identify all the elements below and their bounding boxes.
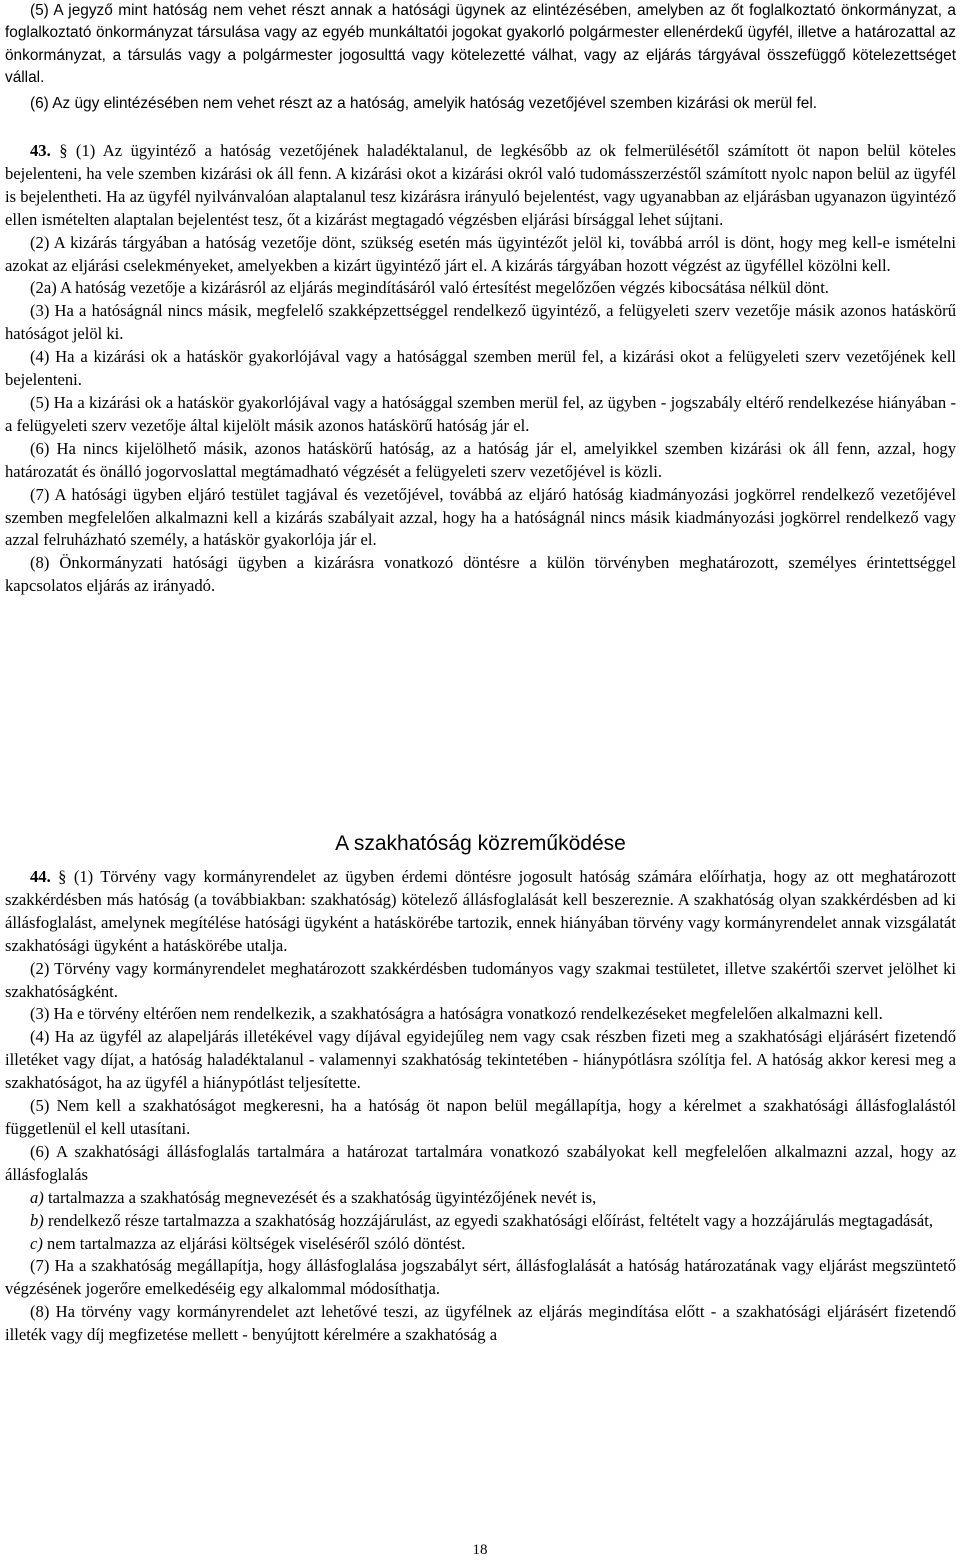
paragraph-43-5: (5) Ha a kizárási ok a hatáskör gyakorlójával vagy a hatósággal szemben merül fel, az ügyben - jogszabály eltérő rendelkezése hiányában - a felügyeleti szerv vezetője által kijelölt másik azonos hatáskörű hatóság jár el. [5, 392, 956, 435]
section-sign: § [58, 867, 67, 886]
paragraph-43-1-text: (1) Az ügyintéző a hatóság vezetőjének haladéktalanul, de legkésőbb az ok felmerülésétől számított öt napon belül köteles bejelenteni, ha vele szemben kizárási ok áll fenn. A kizárási okot a kizárási okról való tudomásszerzéstől számított nyolc napon belül az ügyfél is bejelentheti. Ha az ügyfél nyilvánvalóan alaptalanul tesz kizárásra irányuló bejelentést, vagy ugyanabban az eljárásban ugyanazon ügyintéző ellen ismételten alaptalan bejelentést tesz, őt a kizárást megtagadó végzésben eljárási bírsággal lehet sújtani. [5, 141, 956, 229]
paragraph-43-2a: (2a) A hatóság vezetője a kizárásról az eljárás megindításáról való értesítést megelőzően végzés kibocsátása nélkül dönt. [30, 278, 829, 298]
paragraph-42-5: (5) A jegyző mint hatóság nem vehet részt annak a hatósági ügynek az elintézésében, amelyben az őt foglalkoztató önkormányzat, a foglalkoztató önkormányzat társulása vagy az egyéb munkáltatói jogokat gyakorló polgármester ellenérdekű ügyfél, illetve a határozattal az önkormányzat, a társulás vagy a polgármester jogosulttá vagy kötelezetté válhat, vagy az eljárás tárgyával összefüggő kötelezettséget vállal. [5, 2, 956, 86]
list-item-a [5, 1187, 956, 1210]
list-marker-c: c) [30, 1233, 43, 1253]
section-42-tail [5, 0, 956, 89]
section-44 [5, 866, 956, 1347]
list-item-c [5, 1233, 956, 1256]
page-number: 18 [472, 1542, 488, 1558]
list-item-b [5, 1210, 956, 1233]
list-item-b-text: rendelkező része tartalmazza a szakhatóság hozzájárulást, az egyedi szakhatósági előírást, feltételt vagy a hozzájárulás megtagadását, [43, 1210, 933, 1230]
list-marker-a: a) [30, 1187, 44, 1207]
list-item-a-text: tartalmazza a szakhatóság megnevezését és a szakhatóság ügyintézőjének nevét is, [43, 1187, 597, 1207]
paragraph-44-5: (5) Nem kell a szakhatóságot megkeresni, ha a hatóság öt napon belül megállapítja, hogy a kérelmet a szakhatósági állásfoglalástól függetlenül el kell utasítani. [5, 1096, 956, 1138]
paragraph-44-7: (7) Ha a szakhatóság megállapítja, hogy állásfoglalása jogszabályt sért, állásfoglalását a hatóság határozatának vagy eljárást megszüntető végzésének jogerőre emelkedéséig egy alkalommal módosíthatja. [5, 1256, 956, 1299]
section-sign: § [59, 141, 68, 160]
section-heading: A szakhatóság közreműködése [335, 832, 626, 855]
list-item-c-text: nem tartalmazza az eljárási költségek viseléséről szóló döntést. [42, 1233, 466, 1253]
paragraph-44-4: (4) Ha az ügyfél az alapeljárás illetékével vagy díjával egyidejűleg nem vagy csak részben fizeti meg a szakhatósági eljárásért fizetendő illetéket vagy díjat, a hatóság haladéktalanul - valamennyi szakhatóság tekintetében - hiánypótlásra szólítja fel. A hatóság akkor keresi meg a szakhatóságot, ha az ügyfél a hiánypótlást teljesítette. [5, 1027, 956, 1093]
paragraph-44-6: (6) A szakhatósági állásfoglalás tartalmára a határozat tartalmára vonatkozó szabályokat kell megfelelően alkalmazni azzal, hogy az állásfoglalás [5, 1141, 956, 1184]
section-43 [5, 140, 956, 598]
paragraph-44-1-text: (1) Törvény vagy kormányrendelet az ügyben érdemi döntésre jogosult hatóság számára előírhatja, hogy az ott meghatározott szakkérdésben más hatóság (a továbbiakban: szakhatóság) kötelező állásfoglalását kell beszereznie. A szakhatóság olyan szakkérdésben ad ki állásfoglalást, amelynek megítélése hatósági ügyként a hatáskörébe tartozik, ennek hiányában törvény vagy kormányrendelet annak vizsgálatát szakhatósági ügyként a hatáskörébe utalja. [5, 867, 957, 955]
paragraph-44-1 [5, 866, 956, 958]
paragraph-42-6: (6) Az ügy elintézésében nem vehet részt az a hatóság, amelyik hatóság vezetőjével szemben kizárási ok merül fel. [30, 95, 818, 112]
paragraph-43-1 [5, 140, 956, 232]
paragraph-43-8: (8) Önkormányzati hatósági ügyben a kizárásra vonatkozó döntésre a külön törvényben meghatározott, személyes érintettséggel kapcsolatos eljárás az irányadó. [5, 553, 956, 596]
section-number-44: 44. [30, 867, 51, 886]
paragraph-43-2: (2) A kizárás tárgyában a hatóság vezetője dönt, szükség esetén más ügyintézőt jelöl ki, továbbá arról is dönt, hogy meg kell-e ismételni azokat az eljárási cselekményeket, amelyekben a kizárt ügyintéző járt el. A kizárás tárgyában hozott végzést az ügyféllel közölni kell. [5, 232, 956, 275]
section-42-tail-6 [5, 93, 956, 115]
section-number-43: 43. [30, 141, 51, 160]
paragraph-44-3: (3) Ha e törvény eltérően nem rendelkezik, a szakhatóságra a hatóságra vonatkozó rendelkezéseket megfelelően alkalmazni kell. [30, 1004, 883, 1024]
paragraph-43-4: (4) Ha a kizárási ok a hatáskör gyakorlójával vagy a hatósággal szemben merül fel, a kizárási okot a felügyeleti szerv vezetőjének kell bejelenteni. [5, 347, 956, 390]
paragraph-43-6: (6) Ha nincs kijelölhető másik, azonos hatáskörű hatóság, az a hatóság jár el, amelyikkel szemben kizárási ok áll fenn, azzal, hogy határozatát és önálló jogorvoslattal megtámadható végzését a felügyeleti szerv vezetőjével is közli. [5, 438, 956, 481]
paragraph-43-3: (3) Ha a hatóságnál nincs másik, megfelelő szakképzettséggel rendelkező ügyintéző, a felügyeleti szerv vezetője másik azonos hatáskörű hatóságot jelöl ki. [5, 301, 956, 344]
paragraph-44-2: (2) Törvény vagy kormányrendelet meghatározott szakkérdésben tudományos vagy szakmai testületet, illetve szakértői szervet jelölhet ki szakhatóságként. [5, 958, 956, 1001]
paragraph-43-7: (7) A hatósági ügyben eljáró testület tagjával és vezetőjével, továbbá az eljáró hatóság kiadmányozási jogkörrel rendelkező vezetőjével szemben megfelelően alkalmazni kell a kizárás szabályait azzal, hogy ha a hatóságnál nincs másik kiadmányozási jogkörrel rendelkező vagy azzal felruházható személy, a hatáskör gyakorlója jár el. [5, 484, 956, 550]
list-marker-b: b) [30, 1210, 44, 1230]
paragraph-44-8: (8) Ha törvény vagy kormányrendelet azt lehetővé teszi, az ügyfélnek az eljárás megindítása előtt - a szakhatósági eljárásért fizetendő illeték vagy díj megfizetése mellett - benyújtott kérelmére a szakhatóság a [5, 1302, 956, 1345]
